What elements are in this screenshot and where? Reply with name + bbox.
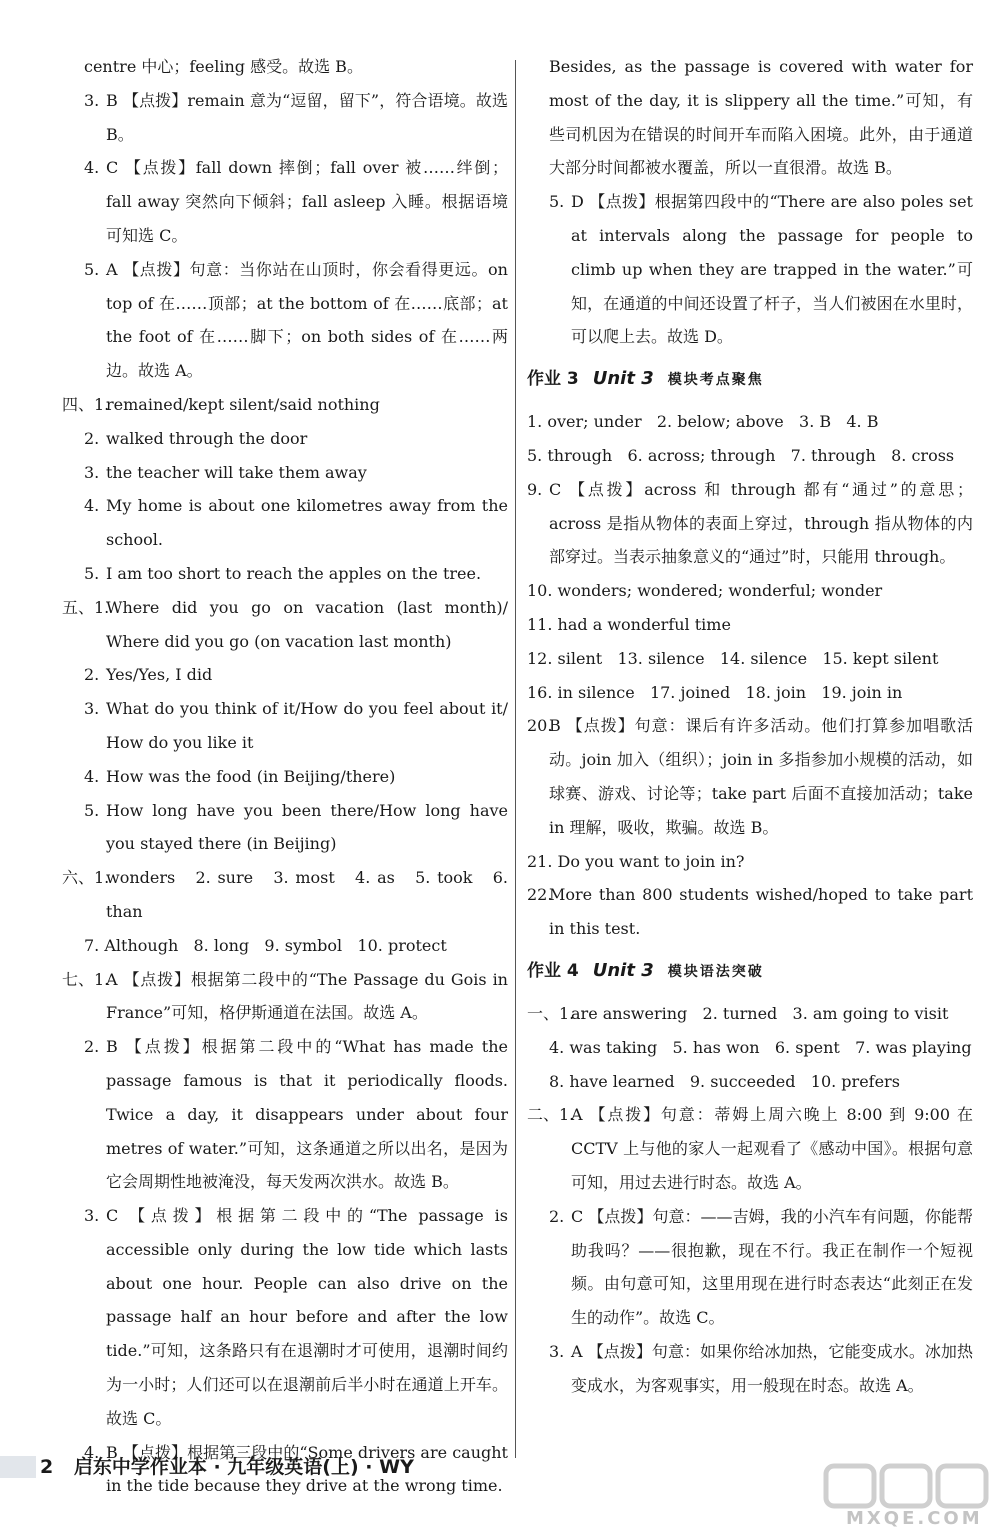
section-label: 作业 4	[527, 960, 579, 981]
entry-text: C 【点拨】across 和 through 都有“通过”的意思；across 是指从物体的表面上穿过，through 指从物体的内部穿过。当表示抽象意义的“通过”时，只能用 through。	[549, 479, 973, 567]
section-heading	[527, 362, 973, 397]
entry-text: wonders 2. sure 3. most 4. as 5. took 6. than	[106, 868, 514, 921]
entry-marker: 四、1.	[62, 394, 110, 414]
answer-entry	[62, 388, 508, 422]
answer-entry	[62, 253, 514, 388]
entry-text: walked through the door	[106, 428, 308, 448]
page-number: 2	[40, 1456, 54, 1478]
answer-entry	[527, 50, 979, 185]
answer-entry	[62, 658, 508, 692]
right-column	[527, 50, 979, 1402]
answer-entry	[62, 557, 508, 591]
entry-text: What do you think of it/How do you feel about it/ How do you like it	[106, 699, 514, 752]
entry-marker: 5.	[549, 192, 565, 212]
entry-marker: 2.	[84, 665, 100, 685]
entry-text: More than 800 students wished/hoped to take part in this test.	[549, 885, 979, 939]
answer-entry	[527, 574, 973, 608]
entry-text: 5. through 6. across; through 7. through 8. cross	[527, 445, 955, 465]
entry-text: 8. have learned 9. succeeded 10. prefers	[549, 1071, 900, 1091]
answer-entry	[62, 963, 514, 1031]
answer-entry	[527, 473, 973, 574]
answer-entry	[527, 642, 973, 676]
answer-entry	[62, 456, 508, 490]
book-title: 启东中学作业本 · 九年级英语(上) · WY	[73, 1456, 414, 1478]
answer-entry	[527, 878, 979, 946]
watermark-text: MXQE.COM	[846, 1508, 983, 1529]
entry-marker: 5.	[84, 563, 100, 583]
entry-marker: 4.	[84, 158, 100, 178]
entry-marker: 5.	[84, 259, 100, 279]
answer-entry	[62, 50, 508, 84]
entry-text: I am too short to reach the apples on the tree.	[106, 563, 482, 583]
entry-text: 12. silent 13. silence 14. silence 15. kept silent	[527, 648, 939, 668]
answer-entry	[62, 151, 508, 252]
entry-text: How was the food (in Beijing/there)	[106, 766, 396, 786]
entry-text: 21. Do you want to join in?	[527, 851, 745, 871]
answer-entry	[62, 760, 508, 794]
entry-text: C 【点拨】fall down 摔倒；fall over 被……绊倒；fall away 突然向下倾斜；fall asleep 入睡。根据语境可知选 C。	[106, 158, 508, 245]
entry-marker: 3.	[84, 90, 100, 110]
entry-text: 10. wonders; wondered; wonderful; wonder	[527, 581, 883, 601]
answer-entry	[527, 185, 979, 354]
left-entries	[62, 50, 514, 1503]
answer-entry	[527, 845, 973, 879]
section-label: 作业 3	[527, 369, 579, 390]
entry-text: B 【点拨】根据第二段中的“What has made the passage famous is that it periodically floods. Twice a day, it disappears under about four metres of water.”可知，这条通道之所以出名，是因为它会周期性地被淹没，每天发两次洪水。故选 B。	[106, 1037, 514, 1192]
entry-text: are answering 2. turned 3. am going to visit	[571, 1003, 949, 1023]
entry-marker: 3.	[84, 699, 100, 719]
section-heading	[527, 954, 973, 989]
entry-text: How long have you been there/How long have you stayed there (in Beijing)	[106, 800, 514, 854]
entry-marker: 9.	[527, 479, 543, 499]
entry-marker: 五、1.	[62, 597, 110, 617]
entry-text: A 【点拨】句意：蒂姆上周六晚上 8:00 到 9:00 在 CCTV 上与他的家人一起观看了《感动中国》。根据句意可知，用过去进行时态。故选 A。	[571, 1105, 979, 1192]
answer-entry	[62, 591, 514, 659]
page-footer	[40, 1452, 414, 1479]
entry-text: 11. had a wonderful time	[527, 614, 731, 634]
section-unit: Unit 3	[592, 368, 654, 390]
entry-marker: 20.	[527, 716, 553, 736]
entry-text: B 【点拨】根据第三段中的“Some drivers are caught in the tide because they drive at the wrong time.	[106, 1442, 514, 1496]
entry-marker: 一、1.	[527, 1003, 575, 1023]
column-divider	[515, 60, 516, 1458]
answer-entry	[62, 929, 508, 963]
entry-text: A 【点拨】根据第二段中的“The Passage du Gois in France”可知，格伊斯通道在法国。故选 A。	[106, 969, 514, 1023]
section-subtitle: 模块语法突破	[667, 963, 764, 980]
answer-entry	[527, 709, 979, 844]
entry-text: A 【点拨】句意：如果你给冰加热，它能变成水。冰加热变成水，为客观事实，用一般现在时态。故选 A。	[571, 1341, 973, 1395]
entry-text: the teacher will take them away	[106, 462, 367, 482]
entry-text: My home is about one kilometres away from the school.	[106, 496, 514, 550]
entry-text: Besides, as the passage is covered with water for most of the day, it is slippery all the time.”可知，有些司机因为在错误的时间开车而陷入困境。此外，由于通道大部分时间都被水覆盖，所以一直很滑。故选 B。	[549, 57, 979, 178]
answer-entry	[62, 692, 514, 760]
entry-text: 4. was taking 5. has won 6. spent 7. was playing	[549, 1037, 972, 1057]
entry-marker: 3.	[84, 462, 100, 482]
entry-marker: 3.	[549, 1341, 565, 1361]
answer-entry	[527, 439, 973, 473]
entry-marker: 七、1.	[62, 969, 110, 989]
answer-entry	[527, 1098, 979, 1199]
entry-marker: 2.	[84, 428, 100, 448]
answer-entry	[527, 1065, 973, 1099]
entry-marker: 2.	[84, 1037, 100, 1057]
answer-entry	[527, 1031, 973, 1065]
answer-entry	[527, 405, 973, 439]
answer-entry	[62, 489, 514, 557]
entry-text: 7. Although 8. long 9. symbol 10. protect	[84, 935, 447, 955]
entry-text: C 【点拨】句意：——吉姆，我的小汽车有问题，你能帮助我吗？——很抱歉，现在不行。我正在制作一个短视频。由句意可知，这里用现在进行时态表达“此刻正在发生的动作”。故选 C。	[571, 1206, 973, 1328]
entry-marker: 4.	[84, 766, 100, 786]
entry-text: B 【点拨】句意：课后有许多活动。他们打算参加唱歌活动。join 加入（组织）；join in 多指参加小规模的活动，如球赛、游戏、讨论等；take part 后面不直接加活动；take in 理解，吸收，欺骗。故选 B。	[549, 716, 979, 837]
answer-entry	[527, 1335, 973, 1403]
section-unit: Unit 3	[592, 959, 654, 981]
right-entries	[527, 50, 979, 1402]
entry-text: remained/kept silent/said nothing	[106, 394, 380, 414]
entry-text: A 【点拨】句意：当你站在山顶时，你会看得更远。on top of 在……顶部；at the bottom of 在……底部；at the foot of 在……脚下；on both sides of 在……两边。故选 A。	[106, 259, 514, 381]
entry-marker: 4.	[84, 496, 100, 516]
answer-entry	[62, 861, 514, 929]
entry-text: B 【点拨】remain 意为“逗留，留下”，符合语境。故选 B。	[106, 90, 514, 144]
answer-entry	[62, 422, 508, 456]
answer-entry	[527, 997, 973, 1031]
answer-entry	[62, 1199, 514, 1436]
entry-marker: 5.	[84, 800, 100, 820]
entry-text: centre 中心；feeling 感受。故选 B。	[84, 57, 363, 76]
entry-text: Where did you go on vacation (last month)/ Where did you go (on vacation last month)	[106, 597, 514, 651]
entry-marker: 22.	[527, 885, 553, 905]
entry-marker: 六、1.	[62, 868, 110, 888]
answer-entry	[62, 84, 514, 152]
entry-text: C 【点拨】根据第二段中的“The passage is accessible only during the low tide which lasts about one hour. People can also drive on the passage half an hour before and after the low tide.”可知，这条路只有在退潮时才可使用，退潮时间约为一小时；人们还可以在退潮前后半小时在通道上开车。故选 C。	[106, 1206, 514, 1428]
scan-mark	[0, 1456, 36, 1478]
entry-marker: 4.	[84, 1442, 100, 1462]
section-subtitle: 模块考点聚焦	[667, 372, 764, 389]
entry-text: 1. over; under 2. below; above 3. B 4. B	[527, 412, 879, 432]
answer-entry	[62, 1030, 514, 1199]
answer-entry	[62, 794, 514, 862]
entry-text: Yes/Yes, I did	[106, 665, 213, 685]
entry-text: 16. in silence 17. joined 18. join 19. join in	[527, 682, 903, 702]
entry-marker: 2.	[549, 1206, 565, 1226]
entry-text: D 【点拨】根据第四段中的“There are also poles set at intervals along the passage for people to climb up when they are trapped in the water.”可知，在通道的中间还设置了杆子，当人们被困在水里时，可以爬上去。故选 D。	[571, 192, 979, 347]
entry-marker: 二、1.	[527, 1105, 575, 1125]
answer-entry	[527, 1200, 973, 1335]
entry-marker: 3.	[84, 1206, 100, 1226]
left-column	[62, 50, 514, 1503]
answer-entry	[527, 608, 973, 642]
answer-entry	[527, 676, 973, 710]
